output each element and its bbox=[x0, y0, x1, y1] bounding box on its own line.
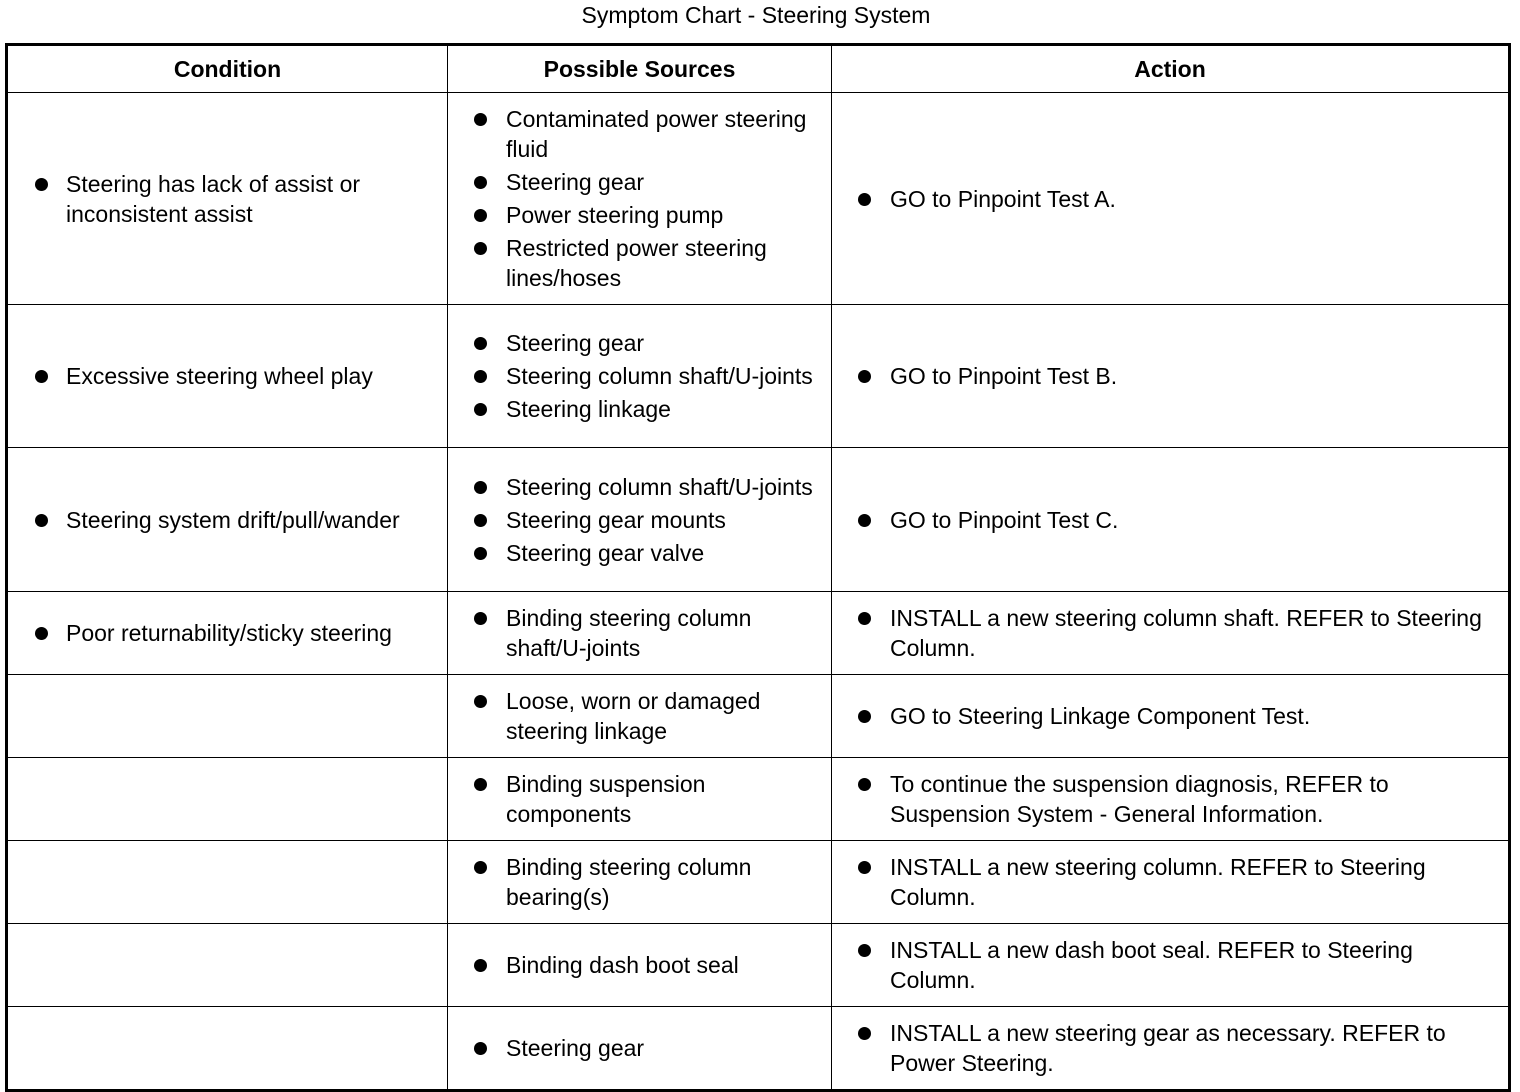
action-text: GO to Steering Linkage Component Test. bbox=[890, 703, 1311, 729]
list-item bbox=[832, 184, 1502, 214]
action-list bbox=[832, 935, 1502, 995]
header-condition: Condition bbox=[7, 45, 448, 93]
sources-list bbox=[448, 328, 825, 424]
action-cell bbox=[832, 675, 1510, 758]
action-list bbox=[832, 701, 1502, 731]
action-text: To continue the suspension diagnosis, REFER to Suspension System - General Information. bbox=[890, 771, 1389, 827]
action-list bbox=[832, 603, 1502, 663]
list-item bbox=[832, 361, 1502, 391]
sources-text: Steering column shaft/U-joints bbox=[506, 363, 813, 389]
condition-cell bbox=[7, 841, 448, 924]
possible-sources-cell bbox=[448, 841, 832, 924]
action-text: GO to Pinpoint Test B. bbox=[890, 363, 1118, 389]
bullet-icon bbox=[474, 481, 487, 494]
action-list bbox=[832, 1018, 1502, 1078]
sources-text: Steering gear bbox=[506, 1035, 645, 1061]
bullet-icon bbox=[474, 695, 487, 708]
sources-text: Binding suspension components bbox=[506, 771, 706, 827]
action-text: INSTALL a new dash boot seal. REFER to Steering Column. bbox=[890, 937, 1413, 993]
condition-list bbox=[8, 361, 441, 391]
list-item bbox=[448, 328, 825, 358]
action-list bbox=[832, 361, 1502, 391]
bullet-icon bbox=[474, 176, 487, 189]
list-item bbox=[832, 852, 1502, 912]
bullet-icon bbox=[858, 514, 871, 527]
action-text: GO to Pinpoint Test A. bbox=[890, 185, 1116, 212]
header-row bbox=[7, 45, 1510, 93]
bullet-icon bbox=[858, 861, 871, 874]
list-item bbox=[448, 852, 825, 912]
condition-text: Excessive steering wheel play bbox=[66, 363, 373, 389]
possible-sources-cell bbox=[448, 924, 832, 1007]
action-cell bbox=[832, 93, 1510, 305]
list-item bbox=[448, 394, 825, 424]
condition-cell bbox=[7, 924, 448, 1007]
sources-text: Binding steering column shaft/U-joints bbox=[506, 605, 752, 661]
table-row bbox=[7, 758, 1510, 841]
bullet-icon bbox=[858, 944, 871, 957]
action-cell bbox=[832, 924, 1510, 1007]
bullet-icon bbox=[858, 778, 871, 791]
list-item bbox=[448, 167, 825, 197]
bullet-icon bbox=[474, 242, 487, 255]
possible-sources-cell bbox=[448, 675, 832, 758]
bullet-icon bbox=[474, 403, 487, 416]
list-item bbox=[8, 361, 441, 391]
sources-list bbox=[448, 852, 825, 912]
sources-text: Steering gear bbox=[506, 169, 645, 195]
list-item bbox=[8, 505, 441, 535]
bullet-icon bbox=[474, 209, 487, 222]
sources-text: Steering gear valve bbox=[506, 539, 705, 566]
bullet-icon bbox=[35, 627, 48, 640]
condition-cell bbox=[7, 592, 448, 675]
condition-list bbox=[8, 618, 441, 648]
possible-sources-cell bbox=[448, 1007, 832, 1091]
sources-list bbox=[448, 686, 825, 746]
sources-text: Power steering pump bbox=[506, 202, 724, 228]
sources-list bbox=[448, 104, 825, 293]
list-item bbox=[832, 701, 1502, 731]
action-text: GO to Pinpoint Test C. bbox=[890, 506, 1119, 533]
action-list bbox=[832, 184, 1502, 214]
list-item bbox=[8, 618, 441, 648]
sources-list bbox=[448, 1033, 825, 1063]
list-item bbox=[832, 1018, 1502, 1078]
list-item bbox=[832, 935, 1502, 995]
action-cell bbox=[832, 592, 1510, 675]
sources-list bbox=[448, 603, 825, 663]
bullet-icon bbox=[474, 959, 487, 972]
possible-sources-cell bbox=[448, 93, 832, 305]
bullet-icon bbox=[474, 1042, 487, 1055]
condition-list bbox=[8, 505, 441, 535]
bullet-icon bbox=[474, 778, 487, 791]
condition-list bbox=[8, 169, 441, 229]
bullet-icon bbox=[474, 337, 487, 350]
condition-cell bbox=[7, 305, 448, 448]
sources-list bbox=[448, 950, 825, 980]
possible-sources-cell bbox=[448, 592, 832, 675]
table-row bbox=[7, 305, 1510, 448]
bullet-icon bbox=[474, 612, 487, 625]
sources-text: Steering linkage bbox=[506, 396, 671, 422]
action-text: INSTALL a new steering column shaft. REFER to Steering Column. bbox=[890, 605, 1482, 661]
header-possible-sources: Possible Sources bbox=[448, 45, 832, 93]
table-row bbox=[7, 448, 1510, 592]
list-item bbox=[448, 104, 825, 164]
list-item bbox=[448, 686, 825, 746]
possible-sources-cell bbox=[448, 758, 832, 841]
action-text: INSTALL a new steering gear as necessary. REFER to Power Steering. bbox=[890, 1020, 1446, 1076]
sources-text: Restricted power steering lines/hoses bbox=[506, 235, 767, 291]
list-item bbox=[8, 169, 441, 229]
condition-text: Poor returnability/sticky steering bbox=[66, 620, 392, 646]
list-item bbox=[448, 950, 825, 980]
table-row bbox=[7, 592, 1510, 675]
action-list bbox=[832, 505, 1502, 535]
sources-text: Contaminated power steering fluid bbox=[506, 106, 807, 162]
bullet-icon bbox=[858, 370, 871, 383]
list-item bbox=[448, 538, 825, 568]
bullet-icon bbox=[858, 612, 871, 625]
possible-sources-cell bbox=[448, 448, 832, 592]
table-row bbox=[7, 675, 1510, 758]
table-row bbox=[7, 924, 1510, 1007]
header-action: Action bbox=[832, 45, 1510, 93]
list-item bbox=[448, 505, 825, 535]
sources-text: Steering column shaft/U-joints bbox=[506, 473, 813, 500]
list-item bbox=[448, 233, 825, 293]
condition-cell bbox=[7, 675, 448, 758]
condition-text: Steering has lack of assist or inconsistent assist bbox=[66, 170, 361, 227]
bullet-icon bbox=[474, 861, 487, 874]
condition-cell bbox=[7, 1007, 448, 1091]
list-item bbox=[832, 505, 1502, 535]
possible-sources-cell bbox=[448, 305, 832, 448]
bullet-icon bbox=[35, 370, 48, 383]
sources-list bbox=[448, 472, 825, 568]
condition-cell bbox=[7, 448, 448, 592]
table-row bbox=[7, 1007, 1510, 1091]
bullet-icon bbox=[858, 193, 871, 206]
list-item bbox=[832, 769, 1502, 829]
list-item bbox=[448, 1033, 825, 1063]
condition-text: Steering system drift/pull/wander bbox=[66, 506, 400, 533]
list-item bbox=[448, 361, 825, 391]
action-list bbox=[832, 769, 1502, 829]
list-item bbox=[448, 603, 825, 663]
list-item bbox=[448, 769, 825, 829]
condition-cell bbox=[7, 758, 448, 841]
page-title: Symptom Chart - Steering System bbox=[581, 2, 931, 28]
bullet-icon bbox=[474, 113, 487, 126]
list-item bbox=[832, 603, 1502, 663]
bullet-icon bbox=[35, 178, 48, 191]
action-cell bbox=[832, 1007, 1510, 1091]
sources-text: Binding dash boot seal bbox=[506, 952, 739, 978]
bullet-icon bbox=[474, 547, 487, 560]
bullet-icon bbox=[474, 370, 487, 383]
sources-text: Steering gear bbox=[506, 330, 645, 356]
action-cell bbox=[832, 305, 1510, 448]
table-body bbox=[7, 93, 1510, 1091]
sources-text: Steering gear mounts bbox=[506, 506, 726, 533]
action-list bbox=[832, 852, 1502, 912]
condition-cell bbox=[7, 93, 448, 305]
sources-text: Loose, worn or damaged steering linkage bbox=[506, 688, 761, 744]
action-cell bbox=[832, 758, 1510, 841]
bullet-icon bbox=[858, 710, 871, 723]
action-cell bbox=[832, 448, 1510, 592]
sources-text: Binding steering column bearing(s) bbox=[506, 854, 752, 910]
bullet-icon bbox=[474, 514, 487, 527]
symptom-chart-table bbox=[5, 43, 1511, 1092]
action-cell bbox=[832, 841, 1510, 924]
bullet-icon bbox=[35, 514, 48, 527]
table-row bbox=[7, 93, 1510, 305]
table-row bbox=[7, 841, 1510, 924]
action-text: INSTALL a new steering column. REFER to Steering Column. bbox=[890, 854, 1426, 910]
bullet-icon bbox=[858, 1027, 871, 1040]
sources-list bbox=[448, 769, 825, 829]
list-item bbox=[448, 200, 825, 230]
list-item bbox=[448, 472, 825, 502]
